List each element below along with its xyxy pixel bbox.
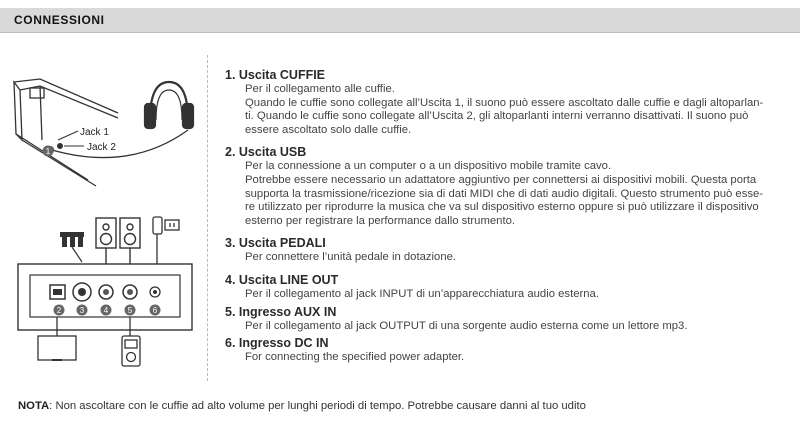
body-line: ti. Quando le cuffie sono collegate all’Uscita 2, gli altoparlanti interni verranno disattivati. Il suono può xyxy=(245,110,749,123)
section-title: 6. Ingresso DC IN xyxy=(225,336,329,351)
body-line: Quando le cuffie sono collegate all’Uscita 1, il suono può essere ascoltato dalle cuffie e dagli altoparlan- xyxy=(245,96,764,109)
body-line: Per connettere l’unità pedale in dotazione. xyxy=(245,251,457,264)
section-title: 3. Uscita PEDALI xyxy=(225,236,326,251)
body-line: supporta la trasmissione/ricezione sia di dati MIDI che di dati audio digitali. Questo strumento può esse- xyxy=(245,187,764,200)
marker-1 xyxy=(43,146,54,157)
body-line: Per il collegamento al jack INPUT di un’apparecchiatura audio esterna. xyxy=(245,287,599,300)
svg-text:1: 1 xyxy=(45,147,51,156)
body-line: Per la connessione a un computer o a un dispositivo mobile tramite cavo. xyxy=(245,160,612,173)
pedal-unit-icon xyxy=(60,232,84,262)
body-line: Per il collegamento al jack OUTPUT di una sorgente audio esterna come un lettore mp3. xyxy=(245,319,688,332)
note-text: : Non ascoltare con le cuffie ad alto volume per lunghi periodi di tempo. Potrebbe causare danni al tuo udito xyxy=(49,400,586,412)
svg-text:3: 3 xyxy=(79,306,85,315)
body-line: essere ascoltato solo dalle cuffie. xyxy=(245,123,412,136)
connections-list xyxy=(225,68,790,368)
section-pedals xyxy=(225,236,790,265)
section-body xyxy=(225,160,790,228)
section-dc-in xyxy=(225,336,790,365)
section-headphones xyxy=(225,68,790,137)
page-title: CONNESSIONI xyxy=(14,13,105,27)
section-body xyxy=(225,251,790,265)
connections-illustration xyxy=(0,40,205,380)
section-line-out xyxy=(225,273,790,302)
jack1-label: Jack 1 xyxy=(80,127,109,138)
svg-text:2: 2 xyxy=(56,306,62,315)
body-line: Per il collegamento alle cuffie. xyxy=(245,83,395,95)
jack2-label: Jack 2 xyxy=(87,142,116,153)
headphones-icon xyxy=(145,82,193,128)
body-line: Potrebbe essere necessario un adattatore aggiuntivo per connettersi ai dispositivi mobili. Questa porta xyxy=(245,173,757,186)
divider xyxy=(207,55,208,381)
svg-text:6: 6 xyxy=(152,306,158,315)
section-aux-in xyxy=(225,305,790,334)
section-body xyxy=(225,83,790,137)
note xyxy=(18,400,586,412)
section-title: 1. Uscita CUFFIE xyxy=(225,68,326,82)
body-line: re utilizzato per riprodurre la musica che va sul dispositivo esterno oppure si può utilizzare il dispositivo xyxy=(245,201,759,214)
section-title: 2. Uscita USB xyxy=(225,145,307,160)
section-usb xyxy=(225,145,790,228)
body-line: esterno per registrare la performance dallo strumento. xyxy=(245,214,516,227)
section-body xyxy=(225,288,790,302)
note-label: NOTA xyxy=(18,400,50,412)
svg-text:5: 5 xyxy=(127,306,133,315)
headphone-jacks xyxy=(46,130,188,158)
section-body xyxy=(225,320,790,334)
body-line: For connecting the specified power adapter. xyxy=(245,351,465,364)
section-title: 5. Ingresso AUX IN xyxy=(225,304,337,319)
section-body xyxy=(225,351,790,365)
section-title: 4. Uscita LINE OUT xyxy=(225,272,339,287)
svg-text:4: 4 xyxy=(103,306,109,315)
header-bar xyxy=(0,8,800,33)
